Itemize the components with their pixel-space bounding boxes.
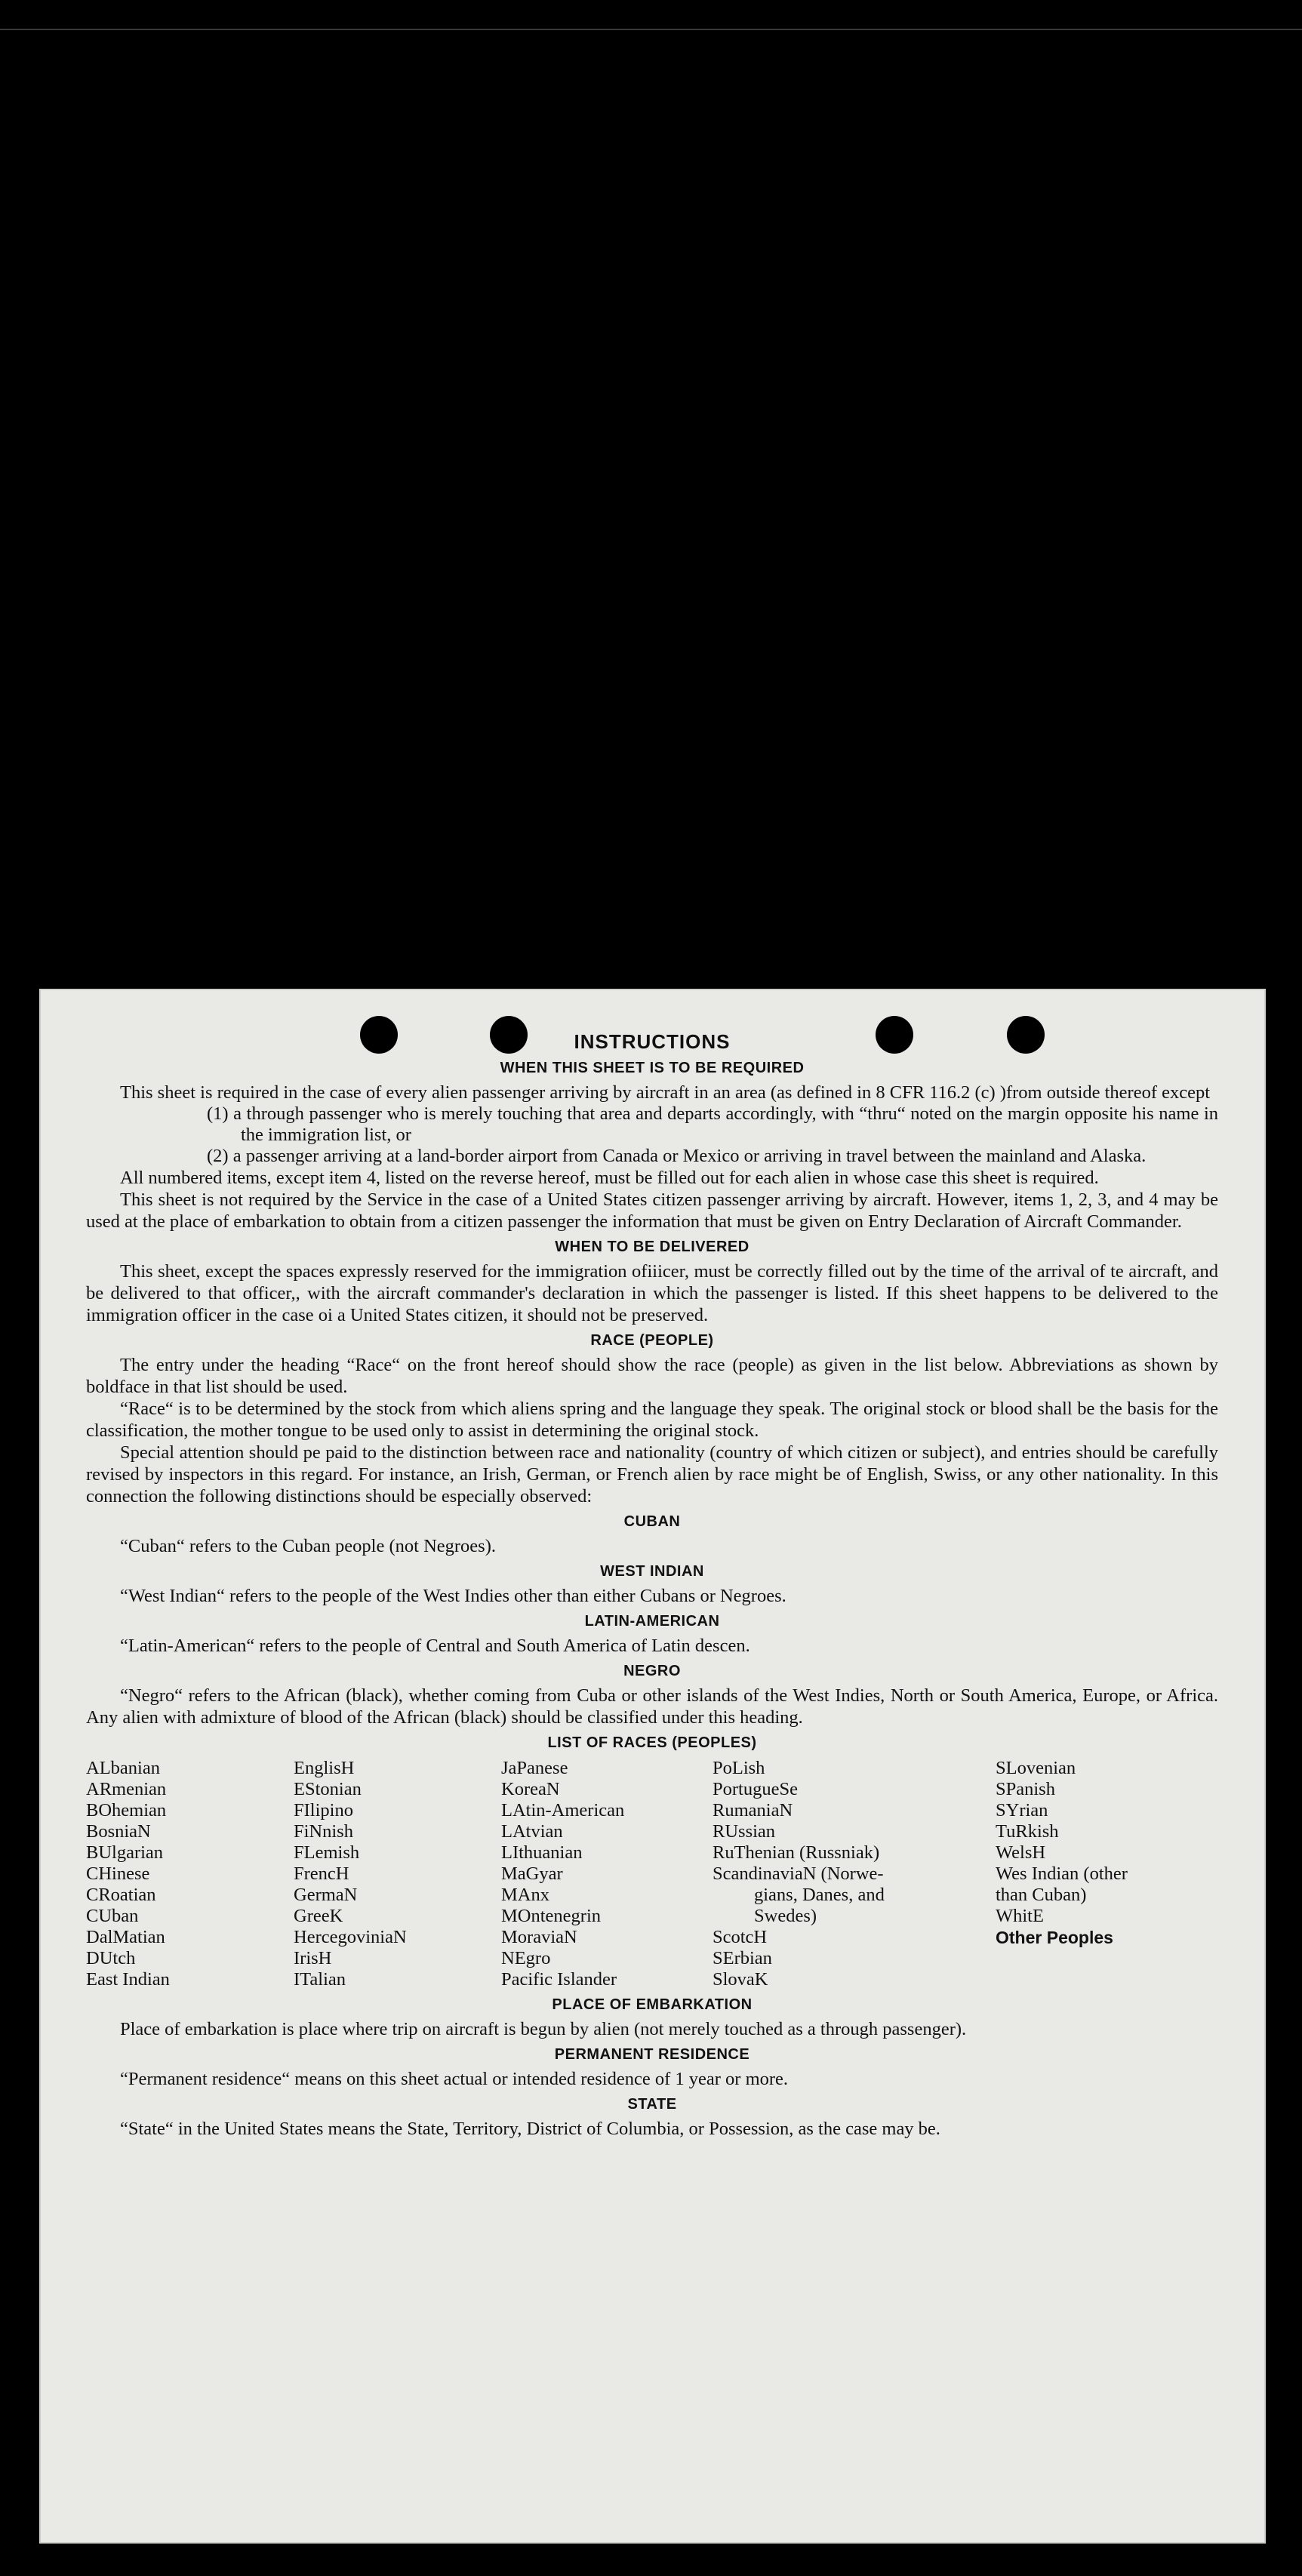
race-item: FiNnish <box>294 1821 353 1842</box>
section-heading: WEST INDIAN <box>600 1563 704 1580</box>
race-item: PortugueSe <box>713 1779 798 1799</box>
race-item: RumaniaN <box>713 1800 793 1820</box>
document-page <box>39 989 1266 2544</box>
race-item: GreeK <box>294 1906 343 1926</box>
race-item: FLemish <box>294 1842 360 1863</box>
race-column <box>501 1758 713 1990</box>
race-item: RuThenian (Russniak) <box>713 1842 880 1863</box>
section-heading: LATIN-AMERICAN <box>584 1613 720 1630</box>
scanner-top-line <box>0 29 1302 30</box>
race-item: WelsH <box>996 1842 1046 1863</box>
race-item: SLovenian <box>996 1758 1076 1778</box>
race-item: CHinese <box>86 1864 150 1884</box>
race-item: DalMatian <box>86 1927 165 1947</box>
race-item: RUssian <box>713 1821 776 1842</box>
race-item: MoraviaN <box>501 1927 577 1947</box>
paragraph: “Latin-American“ refers to the people of Central and South America of Latin descen. <box>120 1636 750 1656</box>
race-item: ScotcH <box>713 1927 768 1947</box>
paragraph: The entry under the heading “Race“ on the front hereof should show the race (people) as given in the list below. Abbreviations as shown by boldface in that list should be used. <box>86 1355 1218 1397</box>
race-item: BOhemian <box>86 1800 167 1820</box>
race-item: East Indian <box>86 1969 170 1990</box>
section-heading: PLACE OF EMBARKATION <box>552 1996 753 2013</box>
race-item: JaPanese <box>501 1758 568 1778</box>
race-item: Pacific Islander <box>501 1969 617 1990</box>
section-heading: STATE <box>627 2096 677 2113</box>
race-item: NEgro <box>501 1948 551 1968</box>
section-heading: WHEN TO BE DELIVERED <box>555 1239 749 1255</box>
paragraph: “Cuban“ refers to the Cuban people (not Negroes). <box>120 1536 496 1556</box>
race-column <box>996 1758 1218 1990</box>
race-item: ScandinaviaN (Norwe- <box>713 1864 884 1884</box>
page-title: INSTRUCTIONS <box>574 1030 731 1053</box>
list-item: (2) a passenger arriving at a land-border airport from Canada or Mexico or arriving in travel between the mainland and Alaska. <box>207 1146 1147 1166</box>
race-column <box>713 1758 996 1990</box>
race-item: MOntenegrin <box>501 1906 601 1926</box>
paragraph: “West Indian“ refers to the people of the West Indies other than either Cubans or Negroes. <box>120 1586 786 1606</box>
paragraph: This sheet is required in the case of every alien passenger arriving by aircraft in an area (as defined in 8 CFR 116.2 (c) )from outside thereof except <box>120 1082 1211 1103</box>
race-item: EStonian <box>294 1779 362 1799</box>
paragraph: This sheet is not required by the Service in the case of a United States citizen passenger arriving by aircraft. However, items 1, 2, 3, and 4 may be used at the place of embarkation to obtain from a citizen passenger the information that must be given on Entry Declaration of Aircraft Commander. <box>86 1190 1218 1232</box>
race-item: DUtch <box>86 1948 136 1968</box>
race-item-continued: gians, Danes, and <box>754 1885 885 1905</box>
race-item: FrencH <box>294 1864 349 1884</box>
race-item: IrisH <box>294 1948 332 1968</box>
race-item: LAtin-American <box>501 1800 625 1820</box>
section-heading: PERMANENT RESIDENCE <box>554 2046 750 2063</box>
race-item-continued: than Cuban) <box>996 1885 1087 1905</box>
paragraph: “State“ in the United States means the State, Territory, District of Columbia, or Possession, as the case may be. <box>120 2119 940 2139</box>
race-item: BosniaN <box>86 1821 151 1842</box>
race-column <box>294 1758 501 1990</box>
race-column <box>86 1758 294 1990</box>
race-item: SErbian <box>713 1948 772 1968</box>
race-item: KoreaN <box>501 1779 560 1799</box>
section-heading: CUBAN <box>623 1513 681 1530</box>
race-item: SlovaK <box>713 1969 768 1990</box>
race-item: PoLish <box>713 1758 765 1778</box>
race-item: GermaN <box>294 1885 358 1905</box>
paragraph: All numbered items, except item 4, listed on the reverse hereof, must be filled out for each alien in whose case this sheet is required. <box>120 1168 1099 1188</box>
section-heading: RACE (PEOPLE) <box>590 1332 714 1349</box>
instructions-body <box>86 1030 1218 2140</box>
race-item: BUlgarian <box>86 1842 164 1863</box>
race-item: LIthuanian <box>501 1842 583 1863</box>
race-item: SYrian <box>996 1800 1048 1820</box>
paragraph: This sheet, except the spaces expressly reserved for the immigration ofiiicer, must be correctly filled out by the time of the arrival of te aircraft, and be delivered to that officer,, with the aircraft commander's declaration in which the passenger is listed. If this sheet happens to be delivered to the immigration officer in the case oi a United States citizen, it should not be preserved. <box>86 1261 1218 1325</box>
race-item: CRoatian <box>86 1885 156 1905</box>
race-item: SPanish <box>996 1779 1055 1799</box>
race-item: FIlipino <box>294 1800 353 1820</box>
paragraph: Special attention should pe paid to the distinction between race and nationality (country of which citizen or subject), and entries should be carefully revised by inspectors in this regard. For instance, an Irish, German, or French alien by race might be of English, Swiss, or any other nationality. In this connection the following distinctions should be especially observed: <box>86 1442 1218 1507</box>
race-item: MaGyar <box>501 1864 563 1884</box>
race-item: Other Peoples <box>996 1928 1113 1947</box>
race-item: MAnx <box>501 1885 549 1905</box>
race-item: Wes Indian (other <box>996 1864 1128 1884</box>
race-item: ARmenian <box>86 1779 167 1799</box>
race-list <box>86 1758 1218 1990</box>
race-item: WhitE <box>996 1906 1044 1926</box>
section-heading: NEGRO <box>623 1663 681 1679</box>
race-item: ITalian <box>294 1969 346 1990</box>
race-item: TuRkish <box>996 1821 1059 1842</box>
race-item: EnglisH <box>294 1758 355 1778</box>
paragraph: “Negro“ refers to the African (black), whether coming from Cuba or other islands of the West Indies, North or South America, Europe, or Africa. Any alien with admixture of blood of the African (black) should be classified under this heading. <box>86 1685 1218 1728</box>
section-heading: LIST OF RACES (PEOPLES) <box>547 1734 757 1751</box>
list-item: (1) a through passenger who is merely touching that area and departs accordingly, with “thru“ noted on the margin opposite his name in the immigration list, or <box>207 1103 1218 1145</box>
race-item: ALbanian <box>86 1758 160 1778</box>
paragraph: Place of embarkation is place where trip on aircraft is begun by alien (not merely touched as a through passenger). <box>120 2019 967 2039</box>
paragraph: “Permanent residence“ means on this sheet actual or intended residence of 1 year or more. <box>120 2069 789 2089</box>
race-item: CUban <box>86 1906 139 1926</box>
race-item: LAtvian <box>501 1821 563 1842</box>
race-item: HercegoviniaN <box>294 1927 407 1947</box>
race-item-continued: Swedes) <box>754 1906 817 1926</box>
paragraph: “Race“ is to be determined by the stock from which aliens spring and the language they speak. The original stock or blood shall be the basis for the classification, the mother tongue to be used only to assist in determining the original stock. <box>86 1399 1218 1441</box>
section-heading: WHEN THIS SHEET IS TO BE REQUIRED <box>500 1060 805 1076</box>
